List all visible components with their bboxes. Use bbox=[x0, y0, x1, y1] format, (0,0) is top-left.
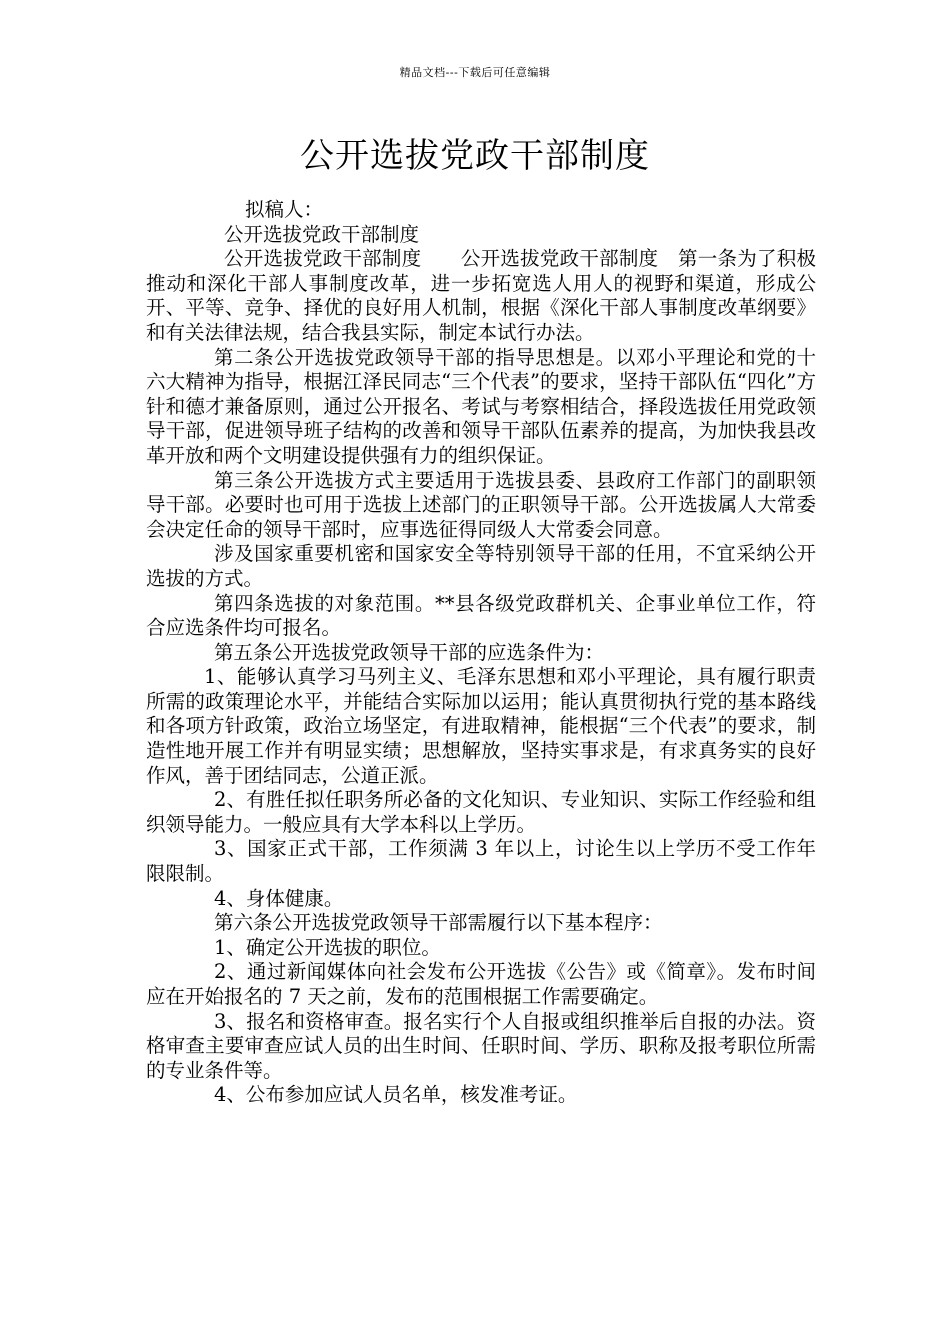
paragraph-article-6: 第六条公开选拔党政领导干部需履行以下基本程序： bbox=[214, 911, 663, 935]
paragraph-article-3: 第三条公开选拔方式主要适用于选拔县委、县政府工作部门的副职领导干部。必要时也可用于选拔上述部门的正职领导干部。公开选拔属人大常委会决定任命的领导干部时，应事选征得同级人大常委会同意。 bbox=[146, 468, 816, 541]
paragraph-article-1: 公开选拔党政干部制度 公开选拔党政干部制度 第一条为了积极推动和深化干部人事制度改革，进一步拓宽选人用人的视野和渠道，形成公开、平等、竞争、择优的良好用人机制，根据《深化干部人事制度改革纲要》和有关法律法规，结合我县实际，制定本试行办法。 bbox=[146, 247, 816, 344]
list-item-procedure-2: 2、通过新闻媒体向社会发布公开选拔《公告》或《简章》。发布时间应在开始报名的 7 天之前，发布的范围根据工作需要确定。 bbox=[146, 960, 816, 1008]
list-item-procedure-3: 3、报名和资格审查。报名实行个人自报或组织推举后自报的办法。资格审查主要审查应试人员的出生时间、任职时间、学历、职称及报考职位所需的专业条件等。 bbox=[146, 1009, 816, 1082]
list-item-procedure-4: 4、公布参加应试人员名单，核发准考证。 bbox=[214, 1083, 578, 1107]
list-item-procedure-1: 1、确定公开选拔的职位。 bbox=[214, 935, 441, 959]
document-body bbox=[146, 198, 816, 1108]
paragraph-article-4: 第四条选拔的对象范围。**县各级党政群机关、企事业单位工作，符合应选条件均可报名。 bbox=[146, 591, 816, 640]
list-item-condition-3: 3、国家正式干部，工作须满 3 年以上，讨论生以上学历不受工作年限限制。 bbox=[146, 837, 816, 886]
paragraph-exclusion: 涉及国家重要机密和国家安全等特别领导干部的任用，不宜采纳公开选拔的方式。 bbox=[146, 542, 816, 590]
drafter-line: 拟稿人： bbox=[245, 198, 324, 221]
list-item-condition-1: 1、能够认真学习马列主义、毛泽东思想和邓小平理论，具有履行职责所需的政策理论水平，并能结合实际加以运用；能认真贯彻执行党的基本路线和各项方针政策，政治立场坚定，有进取精神，能根据“三个代表”的要求，制造性地开展工作并有明显实绩；思想解放，坚持实事求是，有求真务实的良好作风，善于团结同志，公道正派。 bbox=[146, 665, 816, 787]
paragraph-article-5: 第五条公开选拔党政领导干部的应选条件为： bbox=[214, 640, 605, 664]
page-header-note: 精品文档---下载后可任意编辑 bbox=[399, 66, 551, 79]
subtitle-line: 公开选拔党政干部制度 bbox=[224, 222, 420, 246]
list-item-condition-2: 2、有胜任拟任职务所必备的文化知识、专业知识、实际工作经验和组织领导能力。一般应具有大学本科以上学历。 bbox=[146, 788, 816, 836]
list-item-condition-4: 4、身体健康。 bbox=[214, 886, 344, 910]
document-title: 公开选拔党政干部制度 bbox=[300, 136, 650, 176]
paragraph-article-2: 第二条公开选拔党政领导干部的指导思想是。以邓小平理论和党的十六大精神为指导，根据江泽民同志“三个代表”的要求，坚持干部队伍“四化”方针和德才兼备原则，通过公开报名、考试与考察相结合，择段选拔任用党政领导干部，促进领导班子结构的改善和领导干部队伍素养的提高，为加快我县改革开放和两个文明建设提供强有力的组织保证。 bbox=[146, 345, 816, 467]
